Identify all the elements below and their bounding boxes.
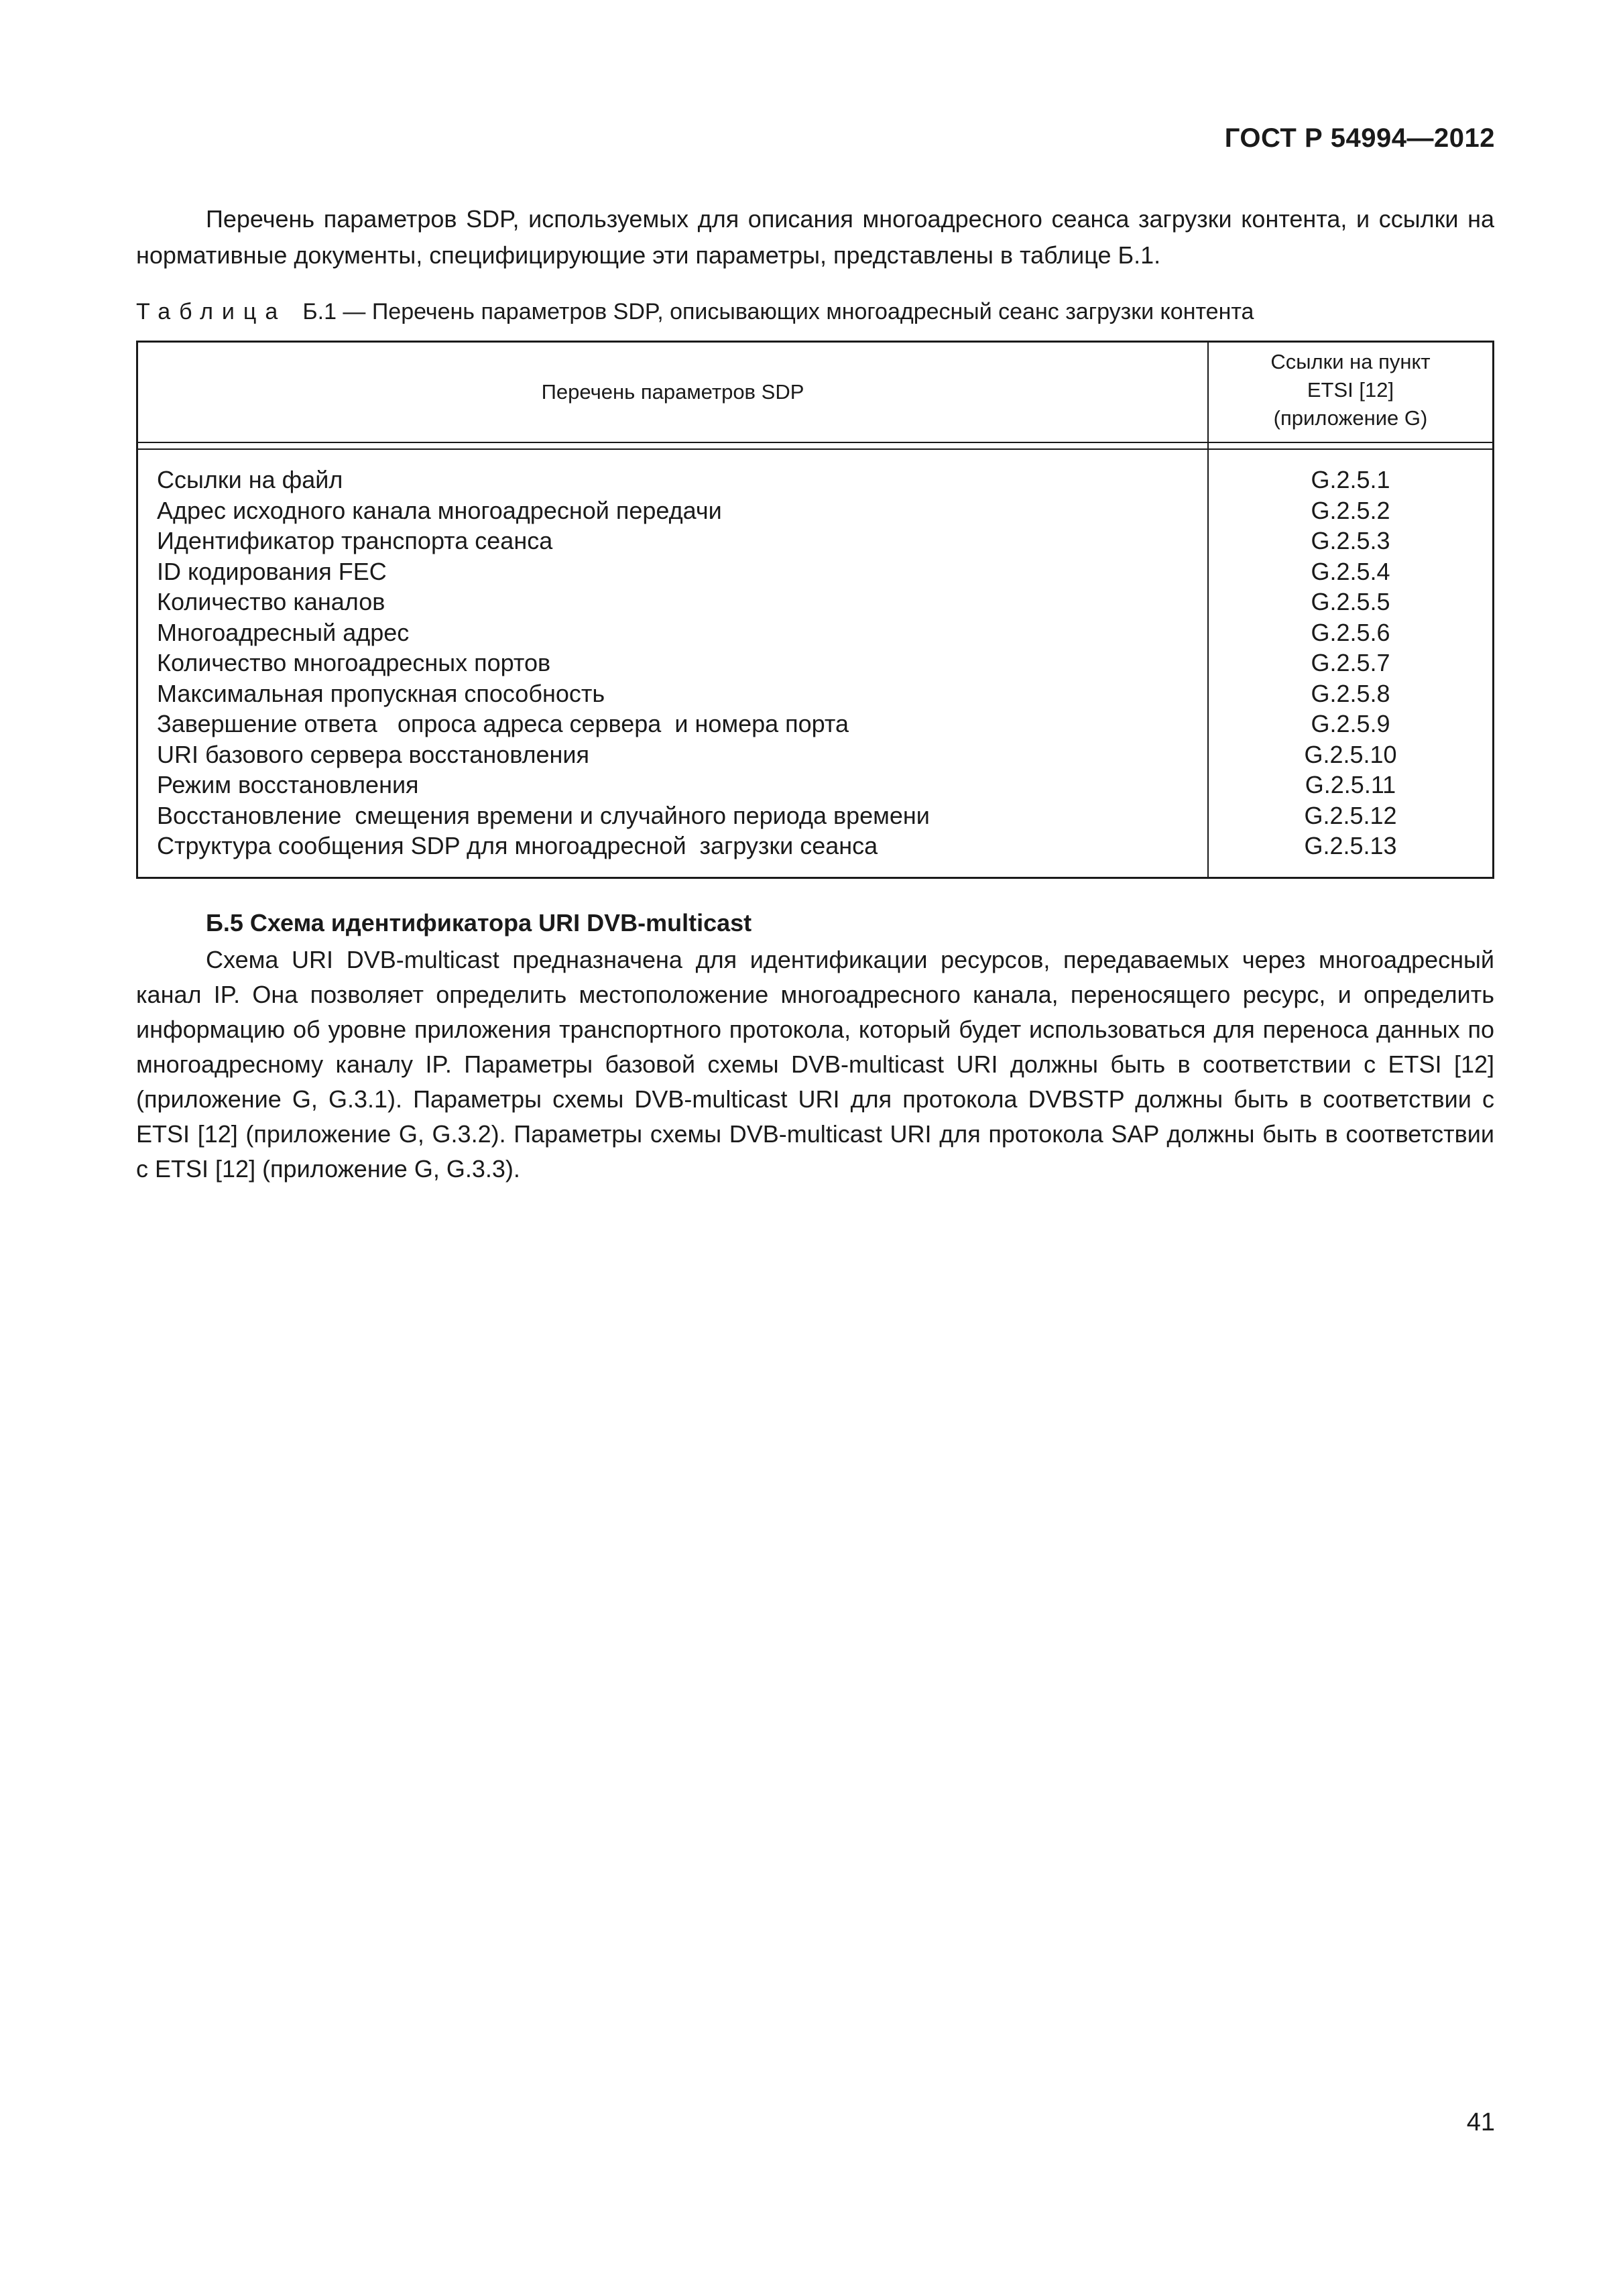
param-cell: Адрес исходного канала многоадресной передачи bbox=[157, 496, 722, 524]
header-divider bbox=[138, 442, 1492, 443]
param-cell: Режим восстановления bbox=[157, 771, 419, 798]
page-number: 41 bbox=[1466, 2108, 1495, 2136]
param-cell: ID кодирования FEC bbox=[157, 557, 387, 585]
ref-cell: G.2.5.9 bbox=[1311, 710, 1390, 737]
table-row bbox=[138, 709, 1492, 739]
param-cell: Многоадресный адрес bbox=[157, 618, 410, 646]
param-cell: Максимальная пропускная способность bbox=[157, 679, 605, 707]
table-row bbox=[138, 587, 1492, 617]
column-header-refs-line1: Ссылки на пункт bbox=[1270, 350, 1431, 373]
section-title: Б.5 Схема идентификатора URI DVB-multicast bbox=[206, 909, 752, 936]
column-header-params bbox=[138, 343, 1207, 442]
table-row bbox=[138, 526, 1492, 556]
param-cell: Количество каналов bbox=[157, 588, 385, 615]
table-row bbox=[138, 556, 1492, 587]
table-row bbox=[138, 617, 1492, 648]
table-row bbox=[138, 495, 1492, 526]
table-row bbox=[138, 678, 1492, 709]
sdp-parameters-table bbox=[136, 341, 1494, 879]
ref-cell: G.2.5.6 bbox=[1311, 618, 1390, 646]
table-caption-label: Таблица bbox=[136, 299, 287, 324]
column-header-params-label: Перечень параметров SDP bbox=[541, 380, 804, 404]
table-row bbox=[138, 739, 1492, 770]
column-header-refs-line3: (приложение G) bbox=[1273, 406, 1428, 430]
ref-cell: G.2.5.5 bbox=[1311, 588, 1390, 615]
table-caption bbox=[136, 299, 1254, 325]
table-row bbox=[138, 465, 1492, 495]
column-header-refs-line2: ETSI [12] bbox=[1307, 378, 1394, 402]
ref-cell: G.2.5.4 bbox=[1311, 557, 1390, 585]
ref-cell: G.2.5.12 bbox=[1304, 801, 1397, 829]
param-cell: Завершение ответа опроса адреса сервера и номера порта bbox=[157, 710, 849, 737]
table-body bbox=[138, 465, 1492, 861]
ref-cell: G.2.5.2 bbox=[1311, 496, 1390, 524]
ref-cell: G.2.5.1 bbox=[1311, 466, 1390, 493]
param-cell: Идентификатор транспорта сеанса bbox=[157, 527, 553, 554]
param-cell: Ссылки на файл bbox=[157, 466, 343, 493]
param-cell: Структура сообщения SDP для многоадресной загрузки сеанса bbox=[157, 832, 878, 859]
param-cell: URI базового сервера восстановления bbox=[157, 740, 590, 768]
ref-cell: G.2.5.8 bbox=[1311, 679, 1390, 707]
table-row bbox=[138, 800, 1492, 831]
param-cell: Восстановление смещения времени и случайного периода времени bbox=[157, 801, 930, 829]
ref-cell: G.2.5.11 bbox=[1305, 771, 1396, 798]
ref-cell: G.2.5.10 bbox=[1304, 740, 1397, 768]
intro-paragraph: Перечень параметров SDP, используемых для описания многоадресного сеанса загрузки контента, и ссылки на нормативные документы, специфицирующие эти параметры, представлены в таблице Б.1. bbox=[136, 205, 1494, 269]
table-row bbox=[138, 831, 1492, 861]
document-code: ГОСТ Р 54994—2012 bbox=[1224, 123, 1495, 153]
ref-cell: G.2.5.7 bbox=[1311, 649, 1390, 676]
table-row bbox=[138, 770, 1492, 800]
ref-cell: G.2.5.3 bbox=[1311, 527, 1390, 554]
header-divider-double bbox=[138, 448, 1492, 450]
ref-cell: G.2.5.13 bbox=[1304, 832, 1397, 859]
section-body: Схема URI DVB-multicast предназначена для идентификации ресурсов, передаваемых через многоадресный канал IP. Она позволяет определить местоположение многоадресного канала, переносящего ресурс, и определить информацию об уровне приложения транспортного протокола, который будет использоваться для переноса данных по многоадресному каналу IP. Параметры базовой схемы DVB-multicast URI должны быть в соответствии с ETSI [12] (приложение G, G.3.1). Параметры схемы DVB-multicast URI для протокола DVBSTP должны быть в соответствии с ETSI [12] (приложение G, G.3.2). Параметры схемы DVB-multicast URI для протокола SAP должны быть в соответствии с ETSI [12] (приложение G, G.3.3). bbox=[136, 946, 1494, 1183]
param-cell: Количество многоадресных портов bbox=[157, 649, 551, 676]
column-header-refs bbox=[1209, 348, 1492, 432]
table-row bbox=[138, 648, 1492, 678]
table-caption-text: Б.1 — Перечень параметров SDP, описывающих многоадресный сеанс загрузки контента bbox=[302, 299, 1254, 324]
